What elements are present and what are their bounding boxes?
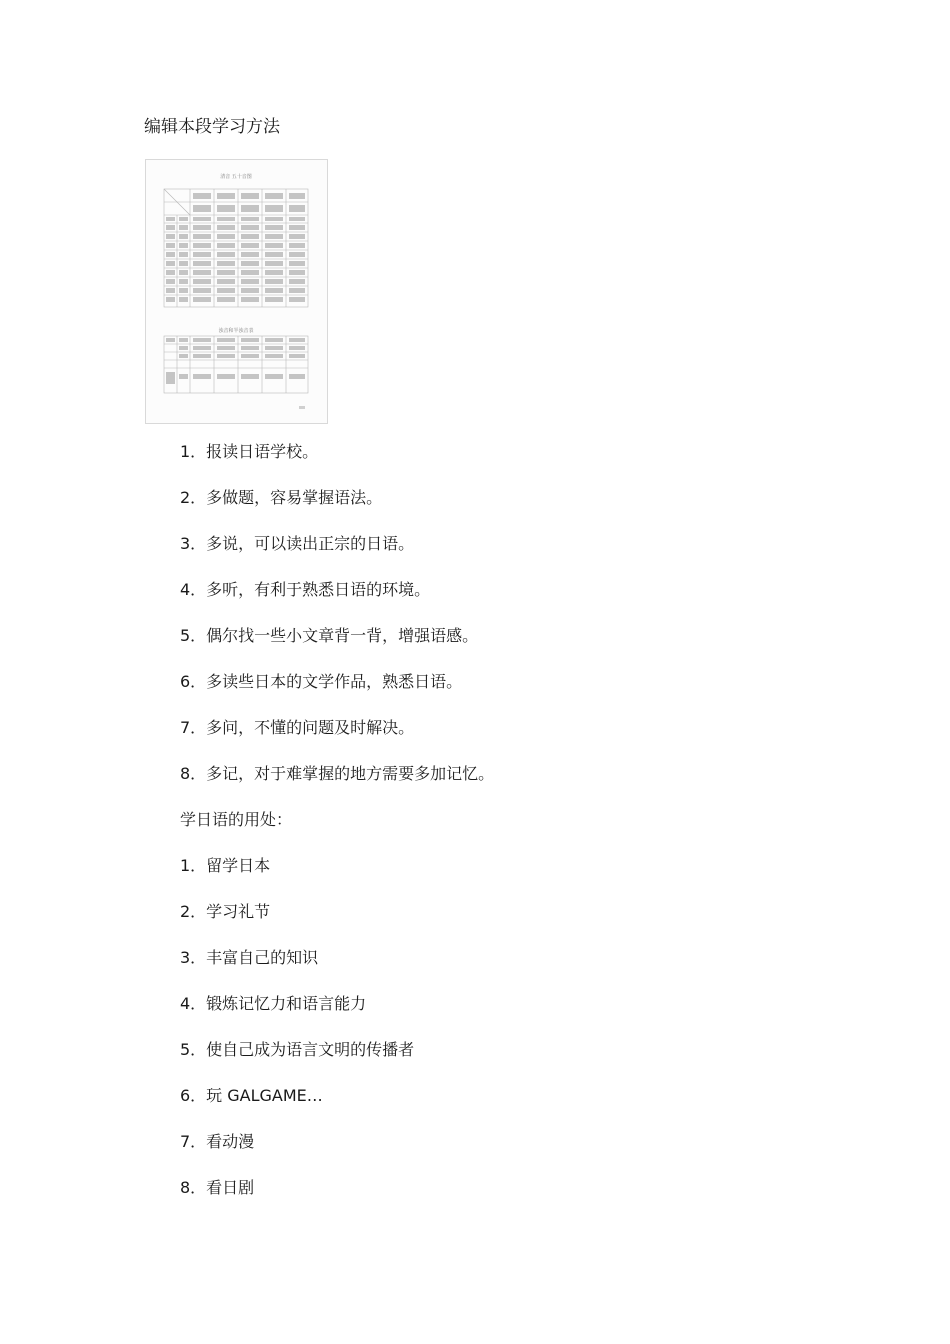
use-item: 7．看动漫 [180, 1132, 255, 1151]
method-item: 4．多听，有利于熟悉日语的环境。 [180, 580, 431, 599]
page-number-mark [299, 406, 305, 409]
use-item: 1．留学日本 [180, 856, 271, 875]
uses-heading: 学日语的用处： [180, 810, 293, 829]
use-item: 8．看日剧 [180, 1178, 255, 1197]
section-heading: 编辑本段学习方法 [144, 117, 280, 137]
kana-chart-image [145, 159, 328, 424]
gojuon-cell-marks [166, 193, 305, 302]
method-item: 3．多说，可以读出正宗的日语。 [180, 534, 415, 553]
method-item: 1．报读日语学校。 [180, 442, 319, 461]
method-item: 7．多问，不懂的问题及时解决。 [180, 718, 415, 737]
use-item: 5．使自己成为语言文明的传播者 [180, 1040, 415, 1059]
chart-title-1: 清音 五十音图 [220, 174, 252, 180]
use-item: 4．锻炼记忆力和语言能力 [180, 994, 367, 1013]
method-item: 2．多做题，容易掌握语法。 [180, 488, 383, 507]
dakuon-table [164, 336, 308, 393]
dakuon-cell-marks [166, 338, 305, 384]
use-item: 6．玩 GALGAME… [180, 1086, 323, 1105]
kana-chart-drawing [146, 160, 327, 423]
method-item: 6．多读些日本的文学作品，熟悉日语。 [180, 672, 463, 691]
chart-title-2: 浊音和半浊音表 [218, 328, 254, 334]
use-item: 2．学习礼节 [180, 902, 271, 921]
method-item: 8．多记，对于难掌握的地方需要多加记忆。 [180, 764, 495, 783]
use-item: 3．丰富自己的知识 [180, 948, 319, 967]
method-item: 5．偶尔找一些小文章背一背，增强语感。 [180, 626, 479, 645]
